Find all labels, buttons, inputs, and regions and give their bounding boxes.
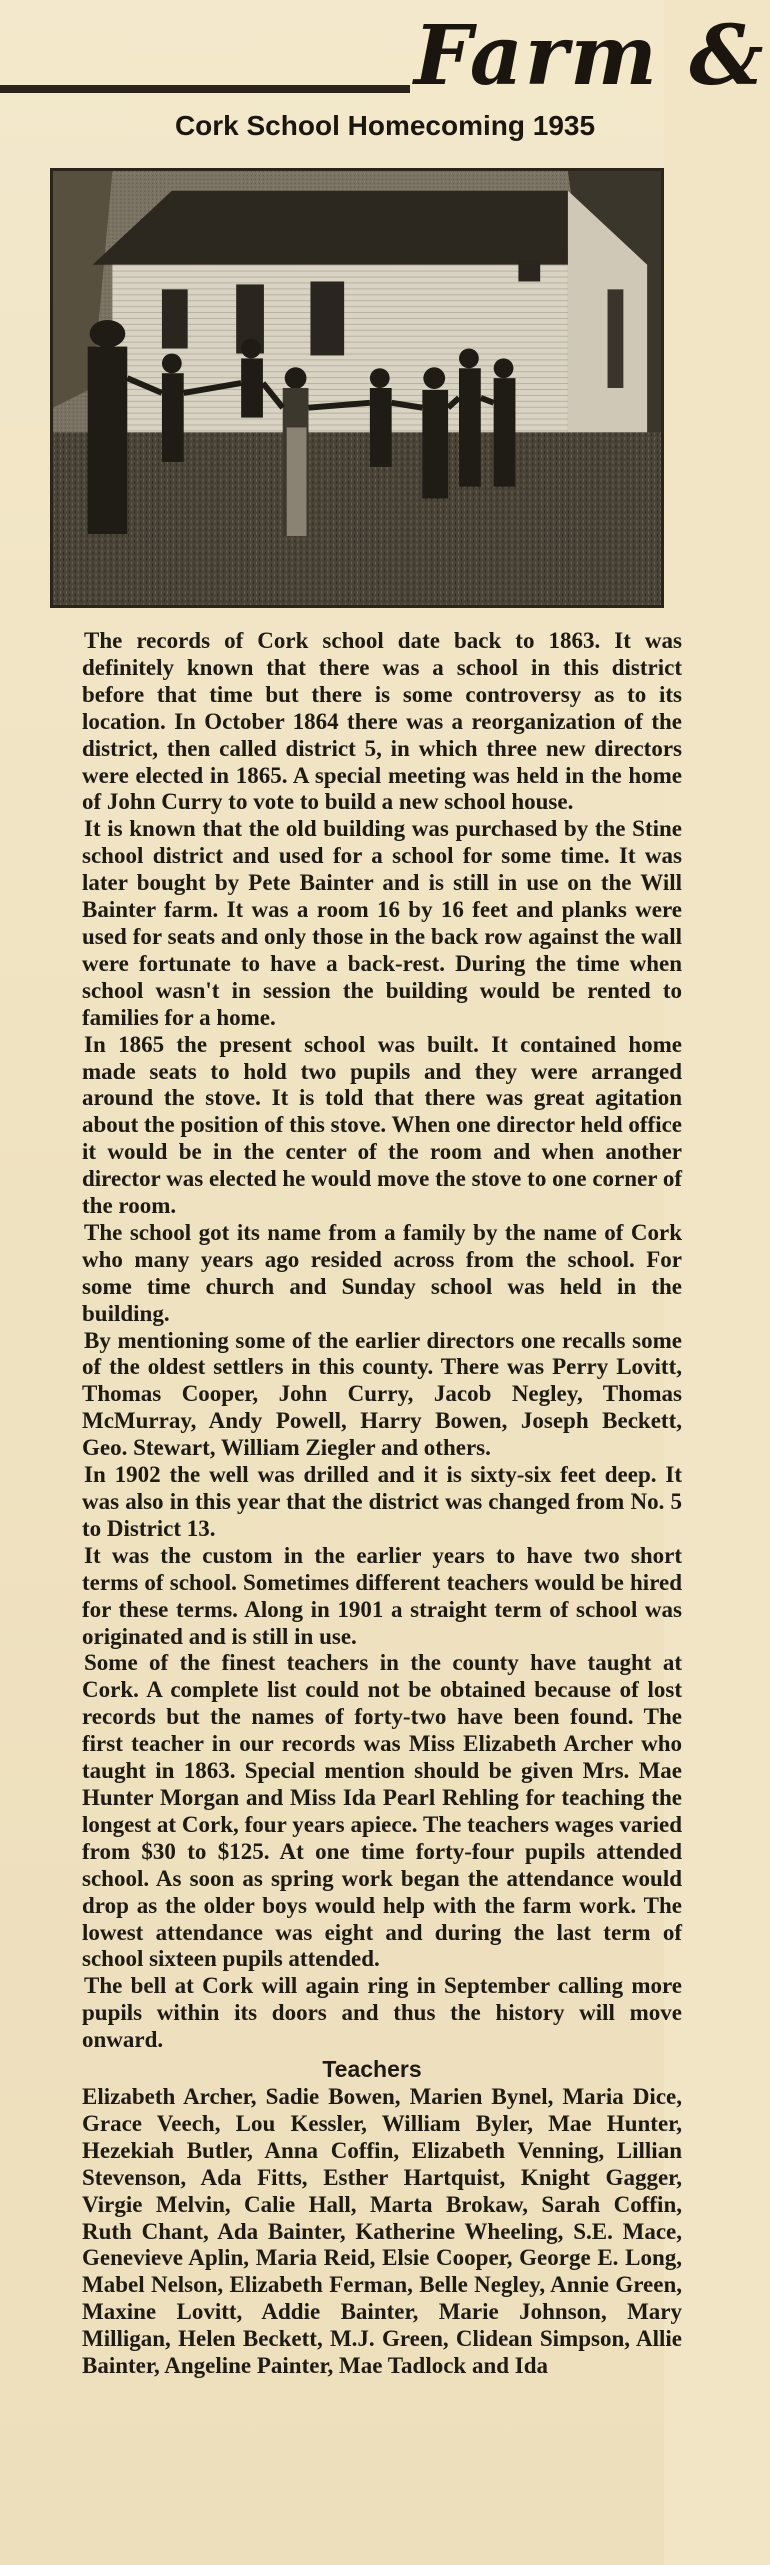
article-paragraph: In 1902 the well was drilled and it is sixty-six feet deep. It was also in this year that the district was changed from No. 5 to District 13. <box>82 1462 682 1541</box>
teachers-heading: Teachers <box>322 2056 422 2083</box>
article-paragraph: By mentioning some of the earlier directors one recalls some of the oldest settlers in this county. There was Perry Lovitt, Thomas Cooper, John Curry, Jacob Negley, Thomas McMurray, Andy Powell, Harry Bowen, Joseph Beckett, Geo. Stewart, William Ziegler and others. <box>82 1327 682 1461</box>
school-photo <box>50 168 664 608</box>
article-paragraph: The bell at Cork will again ring in September calling more pupils within its doors and thus the history will move onward. <box>82 1973 682 2053</box>
article-body <box>82 628 682 2380</box>
article-paragraph: It is known that the old building was purchased by the Stine school district and used for a school for some time. It was later bought by Pete Bainter and is still in use on the Will Bainter farm. It was a room 16 by 16 feet and planks were used for seats and only those in the back row against the wall were fortunate to have a back-rest. During the time when school wasn't in session the building would be rented to families for a home. <box>82 816 682 1030</box>
article-paragraph: In 1865 the present school was built. It contained home made seats to hold two pupils and they were arranged around the stove. It is told that there was great agitation about the position of this stove. When one director held office it would be in the center of the room and when another director was elected he would move the stove to one corner of the room. <box>82 1031 682 1219</box>
masthead-rule <box>0 85 410 93</box>
article-paragraph: It was the custom in the earlier years to have two short terms of school. Sometimes different teachers would be hired for these terms. Along in 1901 a straight term of school was originated and is still in use. <box>82 1542 682 1649</box>
article-paragraph: The records of Cork school date back to 1863. It was definitely known that there was a school in this district before that time but there is some controversy as to its location. In October 1864 there was a reorganization of the district, then called district 5, in which three new directors were elected in 1865. A special meeting was held in the home of John Curry to vote to build a new school house. <box>82 628 682 815</box>
article-paragraph: Some of the finest teachers in the county have taught at Cork. A complete list could not be obtained because of lost records but the names of forty-two have been found. The first teacher in our records was Miss Elizabeth Archer who taught in 1863. Special mention should be given Mrs. Mae Hunter Morgan and Miss Ida Pearl Rehling for teaching the longest at Cork, four years apiece. The teachers wages varied from $30 to $125. At one time forty-four pupils attended school. As soon as spring work began the attendance would drop as the older boys would help with the farm work. The lowest attendance was eight and during the last term of school sixteen pupils attended. <box>82 1650 682 1972</box>
teachers-list: Elizabeth Archer, Sadie Bowen, Marien Bynel, Maria Dice, Grace Veech, Lou Kessler, William Byler, Mae Hunter, Hezekiah Butler, Anna Coffin, Elizabeth Venning, Lillian Stevenson, Ada Fitts, Esther Hartquist, Knight Gagger, Virgie Melvin, Calie Hall, Marta Brokaw, Sarah Coffin, Ruth Chant, Ada Bainter, Katherine Wheeling, S.E. Mace, Genevieve Aplin, Maria Reid, Elsie Cooper, George E. Long, Mabel Nelson, Elizabeth Ferman, Belle Negley, Annie Green, Maxine Lovitt, Addie Bainter, Marie Johnson, Mary Milligan, Helen Beckett, M.J. Green, Clidean Simpson, Allie Bainter, Angeline Painter, Mae Tadlock and Ida <box>82 2084 682 2379</box>
headline: Cork School Homecoming 1935 <box>174 110 596 141</box>
article-paragraph: The school got its name from a family by the name of Cork who many years ago resided across from the school. For some time church and Sunday school was held in the building. <box>82 1219 682 1326</box>
school-photo-illustration <box>53 171 661 605</box>
masthead-title: Farm & <box>414 8 766 104</box>
